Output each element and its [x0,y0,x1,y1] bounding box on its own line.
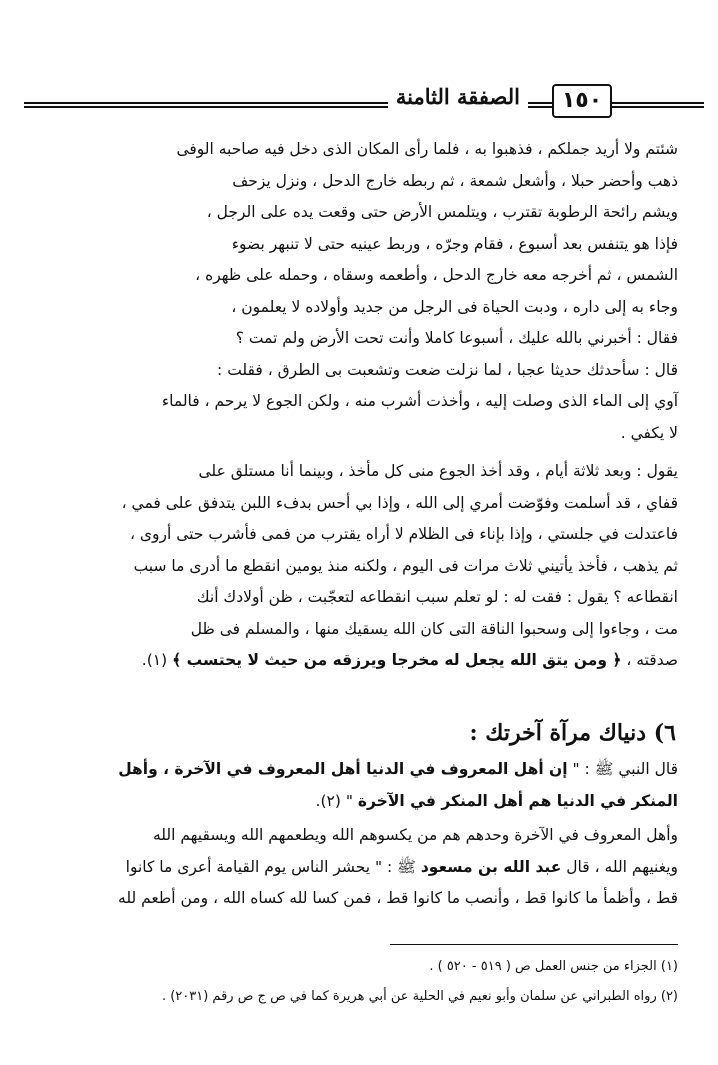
text-line: وجاء به إلى داره ، ودبت الحياة فى الرجل من جديد وأولاده لا يعلمون ، [231,297,678,316]
text-line: الشمس ، ثم أخرجه معه خارج الدحل ، وأطعمه وسقاه ، وحمله على ظهره ، [195,266,678,284]
text-line: فاعتدلت في جلستي ، وإذا بإناء فى الظلام لا أراه يقترب من فمى فأشرب حتى أروى ، [130,525,678,543]
text-line: قال : سأحدثك حديثا عجبا ، لما نزلت ضعت وتشعبت بى الطرق ، فقلت : [217,360,678,379]
hadith-text: إن أهل المعروف في الدنيا أهل المعروف في الآخرة ، وأهل [118,760,568,778]
text-line [36,645,678,677]
text-line: فقال : أخبرني بالله عليك ، أسبوعا كاملا وأنت تحت الأرض ولم تمت ؟ [235,329,678,347]
text-line: قفاي ، قد أسلمت وفوّضت أمري إلى الله ، وإذا بي أحس بدفء اللبن يتدفق على فمي ، [121,493,678,512]
paragraph-story [36,134,678,449]
paragraph-explanation [36,820,678,915]
text-line [36,754,678,786]
text-line: انقطاعه ؟ يقول : فقت له : لو تعلم سبب انقطاعه لتعجّبت ، ظن أولادك أنك [196,588,678,606]
text-line: ثم يذهب ، فأخذ يأتيني ثلاث مرات فى اليوم ، ولكنه منذ يومين انقطع ما أدرى ما سبب [133,556,678,575]
text-line: ذهب وأحضر حبلا ، وأشعل شمعة ، ثم ربطه خارج الدحل ، ونزل يزحف [232,171,678,190]
footnote: (١) الجزاء من جنس العمل ص ( ٥١٩ - ٥٢٠ ) . [429,959,678,974]
text-line: فإذا هو يتنفس بعد أسبوع ، فقام وجرّه ، وربط عينيه حتى لا تنبهر بضوء [231,234,678,253]
footnote-ref: " (٢). [315,791,358,810]
page-header [24,78,704,118]
text-line: وأهل المعروف في الآخرة وحدهم هم من يكسوهم الله ويطعمهم الله ويسقيهم الله [152,826,678,844]
text-line: مت ، وجاءوا إلى وسحبوا الناقة التى كان الله يسقيك منها ، والمسلم فى ظل [190,619,678,638]
section-heading: ٦) دنياك مرآة آخرتك : [469,720,676,746]
quran-verse: ﴿ ومن يتق الله يجعل له مخرجا ويرزقه من حيث لا يحتسب ﴾ [172,651,622,669]
chapter-title: الصفقة الثامنة [388,82,528,112]
text-segment: صدقته ، [621,651,678,669]
text-line: يقول : وبعد ثلاثة أيام ، وقد أخذ الجوع منى كل مأخذ ، وبينما أنا مستلق على [198,462,678,480]
paragraph-continuation [36,456,678,677]
page-number: ١٥٠ [552,84,612,118]
text-line: آوي إلى الماء الذى وصلت إليه ، وأخذت أشرب منه ، ولكن الجوع لا يرحم ، فالماء [161,392,678,410]
text-line: قط ، وأظمأ ما كانوا قط ، وأنصب ما كانوا قط ، فمن كسا لله كساه الله ، ومن أطعم لله [118,889,678,907]
paragraph-hadith [36,754,678,817]
narrator-name: عبد الله بن مسعود [420,857,562,876]
text-line [36,852,678,884]
text-segment: قال النبي ﷺ : " [567,760,678,778]
text-segment: ويغنيهم الله ، قال [561,857,678,876]
footnote: (٢) رواه الطبراني عن سلمان وأبو نعيم في الحلية عن أبي هريرة كما في ص ج ص رقم (٢٠٣١) . [161,989,678,1004]
hadith-text: المنكر في الدنيا هم أهل المنكر في الآخرة [357,791,678,810]
text-line: لا يكفي . [620,423,678,442]
footnote-ref: (١). [141,651,173,669]
text-segment: ﷺ : " يحشر الناس يوم القيامة أعرى ما كانوا [125,857,421,876]
footnote-separator [390,944,678,945]
text-line [36,786,678,818]
footnotes [36,952,678,1012]
text-line: شئتم ولا أريد جملكم ، فذهبوا به ، فلما رأى المكان الذى دخل فيه صاحبه الوفى [176,140,678,158]
text-line: ويشم رائحة الرطوبة تقترب ، ويتلمس الأرض حتى وقعت يده على الرجل ، [206,203,678,221]
